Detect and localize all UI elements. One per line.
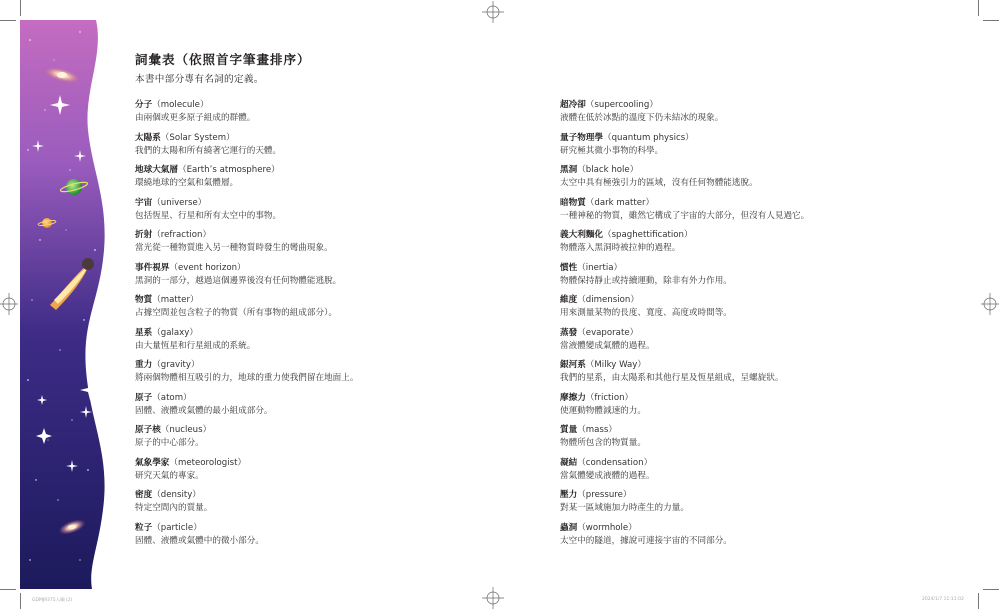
glossary-term-line	[560, 132, 920, 145]
glossary-entry	[135, 164, 495, 197]
glossary-term-line	[560, 359, 920, 372]
registration-mark-icon	[482, 1, 504, 23]
glossary-term-line	[135, 424, 495, 437]
glossary-term-english: （galaxy）	[152, 327, 198, 338]
glossary-definition: 將兩個物體相互吸引的力，地球的重力使我們留在地面上。	[135, 373, 359, 383]
glossary-term: 義大利麵化	[560, 230, 603, 240]
glossary-term-line	[560, 392, 920, 405]
glossary-definition: 我們的星系，由太陽系和其他行星及恆星組成，呈螺旋狀。	[560, 373, 784, 383]
glossary-term: 慣性	[560, 262, 578, 273]
glossary-entry	[560, 164, 920, 197]
glossary-definition: 用來測量某物的長度、寬度、高度或時間等。	[560, 308, 732, 318]
glossary-entry	[560, 294, 920, 327]
glossary-entry	[135, 229, 495, 262]
glossary-term-english: （Solar System）	[160, 132, 235, 143]
glossary-definition: 使運動物體減速的力。	[560, 405, 646, 416]
glossary-term-line	[560, 522, 920, 535]
space-illustration	[0, 0, 110, 609]
glossary-term-english: （Earth’s atmosphere）	[177, 165, 280, 175]
glossary-term-english: （quantum physics）	[602, 132, 694, 143]
glossary-term-line	[135, 99, 495, 112]
glossary-entry	[135, 392, 495, 425]
glossary-entry	[135, 197, 495, 230]
glossary-term-english: （pressure）	[577, 490, 632, 500]
glossary-term: 星系	[135, 327, 153, 338]
glossary-term-line	[135, 262, 495, 275]
glossary-definition: 由兩個或更多原子組成的群體。	[135, 113, 256, 123]
glossary-term-line	[560, 294, 920, 307]
glossary-term: 事件視界	[135, 262, 170, 273]
glossary-definition: 一種神秘的物質，雖然它構成了宇宙的大部分，但沒有人見過它。	[560, 210, 810, 221]
footer-right: 2024/1/7 11:11:02	[922, 597, 964, 602]
glossary-term: 原子	[135, 392, 153, 403]
glossary-definition: 物體落入黑洞時被拉伸的過程。	[560, 243, 681, 253]
glossary-entry	[560, 359, 920, 392]
glossary-entry	[135, 99, 495, 132]
glossary-term: 質量	[560, 425, 578, 435]
glossary-definition: 當液體變成氣體的過程。	[560, 340, 655, 351]
intro-text: 本書中部分專有名詞的定義。	[135, 74, 264, 85]
glossary-term-line	[560, 489, 920, 502]
glossary-term-english: （condensation）	[577, 457, 653, 468]
glossary-term-english: （dark matter）	[585, 197, 655, 208]
page-title: 詞彙表（依照首字筆畫排序）	[135, 52, 311, 67]
glossary-definition: 太空中的隧道，據說可連接宇宙的不同部分。	[560, 535, 732, 546]
glossary-definition: 固體、液體或氣體中的微小部分。	[135, 535, 264, 546]
glossary-term: 宇宙	[135, 197, 153, 208]
glossary-term: 維度	[560, 295, 578, 305]
glossary-entry	[135, 327, 495, 360]
glossary-column-right	[560, 99, 920, 554]
footer-left: GDMJ9375入編 (2)	[32, 598, 73, 603]
glossary-entry	[135, 424, 495, 457]
glossary-term-line	[560, 164, 920, 177]
glossary-term-line	[560, 99, 920, 112]
glossary-term: 蟲洞	[560, 522, 578, 533]
glossary-definition: 包括恆星、行星和所有太空中的事物。	[135, 210, 282, 221]
glossary-definition: 我們的太陽和所有繞著它運行的天體。	[135, 145, 282, 156]
crop-mark	[983, 20, 999, 21]
glossary-definition: 研究極其微小事物的科學。	[560, 145, 664, 156]
glossary-term: 折射	[135, 230, 153, 240]
crop-mark	[978, 0, 979, 16]
glossary-term: 密度	[135, 490, 153, 500]
glossary-term-line	[135, 294, 495, 307]
glossary-entry	[135, 262, 495, 295]
glossary-term-english: （universe）	[152, 197, 207, 208]
glossary-term-english: （meteorologist）	[169, 457, 247, 468]
glossary-term-line	[560, 229, 920, 242]
glossary-entry	[560, 327, 920, 360]
glossary-term-english: （density）	[152, 490, 201, 500]
glossary-term-line	[135, 132, 495, 145]
glossary-term-line	[560, 457, 920, 470]
glossary-definition: 當光從一種物質進入另一種物質時發生的彎曲現象。	[135, 243, 333, 253]
glossary-definition: 物體所包含的物質量。	[560, 438, 646, 448]
glossary-term-english: （Milky Way）	[585, 360, 646, 370]
glossary-term-english: （spaghettification）	[602, 230, 693, 240]
glossary-entry	[560, 99, 920, 132]
glossary-term-english: （molecule）	[152, 100, 209, 110]
glossary-term-english: （event horizon）	[169, 262, 246, 273]
glossary-definition: 液體在低於冰點的溫度下仍未結冰的現象。	[560, 113, 724, 123]
glossary-term: 原子核	[135, 425, 161, 435]
glossary-term-english: （atom）	[152, 392, 192, 403]
glossary-term-line	[135, 327, 495, 340]
glossary-term-line	[135, 197, 495, 210]
glossary-entry	[135, 489, 495, 522]
glossary-term-english: （inertia）	[577, 262, 623, 273]
glossary-definition: 由大量恆星和行星組成的系統。	[135, 340, 256, 351]
glossary-term-line	[560, 424, 920, 437]
glossary-entry	[560, 392, 920, 425]
glossary-entry	[560, 262, 920, 295]
glossary-term-line	[560, 197, 920, 210]
glossary-term: 量子物理學	[560, 132, 603, 143]
glossary-entry	[560, 522, 920, 555]
glossary-term-english: （matter）	[152, 295, 199, 305]
glossary-term-english: （supercooling）	[585, 100, 658, 110]
glossary-term: 粒子	[135, 522, 153, 533]
glossary-definition: 原子的中心部分。	[135, 438, 204, 448]
glossary-entry	[560, 489, 920, 522]
glossary-term-english: （particle）	[152, 522, 202, 533]
glossary-term-line	[135, 457, 495, 470]
glossary-term: 蒸發	[560, 327, 578, 338]
glossary-entry	[135, 132, 495, 165]
glossary-definition: 黑洞的一部分，越過這個邊界後沒有任何物體能逃脫。	[135, 275, 342, 286]
glossary-term: 太陽系	[135, 132, 161, 143]
glossary-term: 凝結	[560, 457, 578, 468]
glossary-definition: 當氣體變成液體的過程。	[560, 470, 655, 481]
crop-mark	[983, 589, 999, 590]
glossary-term-line	[135, 392, 495, 405]
glossary-term-line	[135, 522, 495, 535]
glossary-term-english: （nucleus）	[160, 425, 212, 435]
glossary-term-english: （refraction）	[152, 230, 212, 240]
glossary-column-left	[135, 99, 495, 554]
registration-mark-icon	[977, 293, 999, 315]
glossary-term-english: （friction）	[585, 392, 634, 403]
glossary-entry	[560, 457, 920, 490]
glossary-definition: 環繞地球的空氣和氣體層。	[135, 178, 239, 188]
glossary-term-line	[135, 229, 495, 242]
glossary-term: 超冷卻	[560, 100, 586, 110]
glossary-term: 黑洞	[560, 165, 578, 175]
glossary-term-english: （dimension）	[577, 295, 639, 305]
glossary-term: 分子	[135, 100, 153, 110]
glossary-definition: 研究天氣的專家。	[135, 470, 204, 481]
glossary-term: 壓力	[560, 490, 578, 500]
glossary-term-english: （mass）	[577, 425, 617, 435]
glossary-entry	[135, 457, 495, 490]
glossary-entry	[135, 359, 495, 392]
glossary-entry	[560, 229, 920, 262]
glossary-definition: 占據空間並包含粒子的物質（所有事物的組成部分）。	[135, 308, 337, 318]
registration-mark-icon	[482, 587, 504, 609]
glossary-term: 氣象學家	[135, 457, 170, 468]
glossary-term: 暗物質	[560, 197, 586, 208]
glossary-term: 物質	[135, 295, 153, 305]
glossary-entry	[560, 197, 920, 230]
glossary-term: 重力	[135, 360, 153, 370]
glossary-term-english: （black hole）	[577, 165, 639, 175]
glossary-term-line	[560, 327, 920, 340]
glossary-definition: 對某一區域施加力時產生的力量。	[560, 503, 689, 513]
crop-mark	[978, 593, 979, 609]
glossary-term-line	[135, 359, 495, 372]
glossary-definition: 特定空間內的質量。	[135, 503, 213, 513]
glossary-term-line	[135, 164, 495, 177]
glossary-term-english: （wormhole）	[577, 522, 637, 533]
glossary-definition: 物體保持靜止或持續運動，除非有外力作用。	[560, 275, 732, 286]
glossary-term-line	[135, 489, 495, 502]
glossary-entry	[135, 294, 495, 327]
glossary-term-line	[560, 262, 920, 275]
glossary-entry	[135, 522, 495, 555]
glossary-term: 銀河系	[560, 360, 586, 370]
glossary-entry	[560, 132, 920, 165]
glossary-term-english: （gravity）	[152, 360, 200, 370]
glossary-term-english: （evaporate）	[577, 327, 639, 338]
glossary-term: 摩擦力	[560, 392, 586, 403]
glossary-definition: 固體、液體或氣體的最小組成部分。	[135, 405, 273, 416]
glossary-term: 地球大氣層	[135, 165, 178, 175]
glossary-definition: 太空中具有極強引力的區域，沒有任何物體能逃脫。	[560, 178, 758, 188]
glossary-entry	[560, 424, 920, 457]
